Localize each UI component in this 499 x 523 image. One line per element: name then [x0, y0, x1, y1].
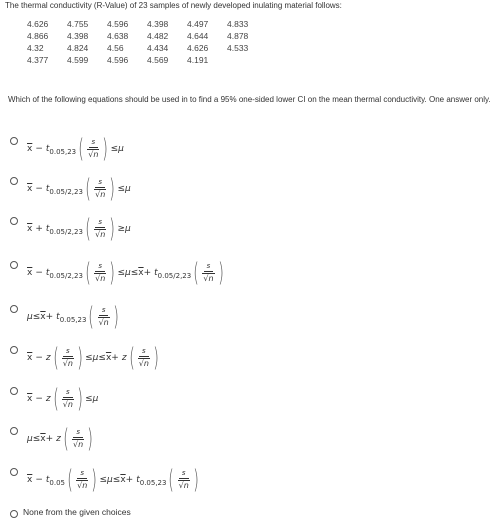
option-formula: x − t 0.05/2,23 ( s √ n ) ≤ μ ≤ x + t 0.05/2,23 ( s √ n ) — [27, 258, 226, 288]
t-symbol: t — [45, 475, 50, 485]
data-cell: 4.377 — [27, 55, 49, 65]
data-cell: 4.866 — [27, 31, 49, 41]
xbar-symbol: x — [138, 268, 144, 278]
plus-sign: + — [125, 475, 134, 485]
subscript: 0.05,23 — [59, 316, 87, 324]
z-symbol: z — [45, 394, 51, 404]
plus-sign: + — [35, 224, 43, 234]
sqrt-n: √ n — [62, 399, 74, 409]
minus-sign: − — [35, 144, 43, 154]
data-cell: 4.644 — [187, 31, 209, 41]
le-sign: ≤ — [32, 434, 41, 444]
xbar-symbol: x — [27, 144, 33, 154]
t-symbol: t — [45, 144, 50, 154]
sqrt-n: √ n — [76, 480, 88, 490]
subscript: 0.05/2,23 — [49, 272, 83, 280]
xbar-symbol: x — [40, 312, 46, 322]
subscript: 0.05/2,23 — [49, 188, 83, 196]
le-sign: ≤ — [112, 475, 121, 485]
data-cell: 4.626 — [187, 43, 209, 53]
radio-button[interactable] — [10, 427, 18, 435]
xbar-symbol: x — [27, 475, 33, 485]
frac-num: s — [95, 178, 105, 188]
frac-num: s — [204, 262, 214, 272]
data-cell: 4.56 — [107, 43, 124, 53]
radio-button[interactable] — [10, 261, 18, 269]
data-cell: 4.434 — [147, 43, 169, 53]
minus-sign: − — [35, 394, 43, 404]
le-sign: ≤ — [110, 144, 119, 154]
radio-button[interactable] — [10, 137, 18, 145]
radio-button[interactable] — [10, 305, 18, 313]
sqrt-n: √ n — [62, 358, 74, 368]
mu-symbol: μ — [118, 144, 124, 154]
sample-data-table — [27, 19, 267, 66]
minus-sign: − — [35, 475, 43, 485]
sqrt-n: √ n — [94, 273, 106, 283]
minus-sign: − — [35, 268, 43, 278]
t-symbol: t — [136, 475, 140, 485]
frac-num: s — [95, 218, 105, 228]
plus-sign: + — [143, 268, 152, 278]
frac-num: s — [139, 347, 149, 357]
t-symbol: t — [154, 268, 158, 278]
data-cell: 4.833 — [227, 19, 249, 29]
option-formula: x − t 0.05,23 ( s √ n ) ≤ μ — [27, 134, 124, 164]
z-symbol: z — [56, 434, 61, 444]
subscript: 0.05 — [49, 479, 65, 487]
frac-num: s — [95, 262, 105, 272]
data-cell: 4.533 — [227, 43, 249, 53]
sqrt-n: √ n — [202, 273, 214, 283]
le-sign: ≤ — [99, 475, 108, 485]
radio-button[interactable] — [10, 346, 18, 354]
mu-symbol: μ — [92, 394, 99, 404]
option-formula: x − z ( s √ n ) ≤ μ ≤ x + z ( s √ n ) — [27, 343, 161, 373]
sqrt-n: √ n — [87, 149, 99, 159]
xbar-symbol: x — [27, 184, 33, 194]
data-cell: 4.398 — [147, 19, 169, 29]
data-cell: 4.626 — [27, 19, 49, 29]
option-formula: x + t 0.05/2,23 ( s √ n ) ≥ μ — [27, 214, 131, 244]
plus-sign: + — [111, 353, 119, 363]
data-cell: 4.824 — [67, 43, 89, 53]
le-sign: ≤ — [85, 353, 93, 363]
xbar-symbol: x — [27, 224, 33, 234]
frac-num: s — [63, 388, 73, 398]
mu-symbol: μ — [27, 312, 33, 322]
t-symbol: t — [45, 268, 50, 278]
data-cell: 4.191 — [187, 55, 209, 65]
sqrt-n: √ n — [94, 189, 106, 199]
plus-sign: + — [45, 434, 54, 444]
option-formula: x − z ( s √ n ) ≤ μ — [27, 384, 98, 414]
le-sign: ≤ — [98, 353, 106, 363]
frac-num: s — [73, 428, 83, 438]
minus-sign: − — [35, 353, 43, 363]
subscript: 0.05,23 — [139, 479, 167, 487]
option-formula: x − t 0.05 ( s √ n ) ≤ μ ≤ x + t 0.05,23 ( s √ n ) — [27, 465, 201, 495]
sqrt-n: √ n — [178, 480, 190, 490]
z-symbol: z — [121, 353, 127, 363]
data-cell: 4.398 — [67, 31, 89, 41]
t-symbol: t — [56, 312, 60, 322]
frac-num: s — [99, 306, 109, 316]
data-cell: 4.755 — [67, 19, 89, 29]
data-cell: 4.482 — [147, 31, 169, 41]
mu-symbol: μ — [124, 268, 131, 278]
sqrt-n: √ n — [98, 317, 110, 327]
data-cell: 4.878 — [227, 31, 249, 41]
z-symbol: z — [45, 353, 51, 363]
frac-num: s — [63, 347, 73, 357]
none-option-label[interactable]: None from the given choices — [23, 507, 131, 517]
frac-num: s — [89, 138, 99, 148]
mu-symbol: μ — [27, 434, 33, 444]
le-sign: ≤ — [117, 268, 125, 278]
radio-button[interactable] — [10, 387, 18, 395]
data-cell: 4.596 — [107, 19, 129, 29]
option-formula: μ ≤ x + z ( s √ n ) — [27, 424, 95, 454]
xbar-symbol: x — [105, 353, 112, 363]
subscript: 0.05/2,23 — [157, 272, 192, 280]
problem-intro: The thermal conductivity (R-Value) of 23 samples of newly developed inulating material follows: — [5, 1, 342, 10]
t-symbol: t — [45, 224, 50, 234]
data-cell: 4.638 — [107, 31, 129, 41]
radio-button[interactable] — [10, 510, 18, 518]
subscript: 0.05/2,23 — [49, 228, 83, 236]
xbar-symbol: x — [40, 434, 46, 444]
mu-symbol: μ — [124, 184, 131, 194]
mu-symbol: μ — [124, 224, 131, 234]
xbar-symbol: x — [27, 394, 33, 404]
mu-symbol: μ — [107, 475, 113, 485]
frac-num: s — [77, 469, 87, 479]
data-cell: 4.497 — [187, 19, 209, 29]
data-cell: 4.599 — [67, 55, 89, 65]
le-sign: ≤ — [117, 184, 125, 194]
le-sign: ≤ — [85, 394, 93, 404]
plus-sign: + — [45, 312, 54, 322]
minus-sign: − — [35, 184, 43, 194]
radio-button[interactable] — [10, 217, 18, 225]
question-text: Which of the following equations should be used in to find a 95% one-sided lower CI on the mean thermal conductivity. One answer only. — [8, 95, 491, 104]
subscript: 0.05,23 — [49, 148, 77, 156]
radio-button[interactable] — [10, 468, 18, 476]
option-formula: x − t 0.05/2,23 ( s √ n ) ≤ μ — [27, 174, 131, 204]
t-symbol: t — [45, 184, 50, 194]
le-sign: ≤ — [32, 312, 41, 322]
data-cell: 4.596 — [107, 55, 129, 65]
data-cell: 4.32 — [27, 43, 44, 53]
xbar-symbol: x — [27, 353, 33, 363]
radio-button[interactable] — [10, 177, 18, 185]
xbar-symbol: x — [27, 268, 33, 278]
mu-symbol: μ — [92, 353, 99, 363]
data-cell: 4.569 — [147, 55, 169, 65]
xbar-symbol: x — [120, 475, 126, 485]
option-formula: μ ≤ x + t 0.05,23 ( s √ n ) — [27, 302, 121, 332]
frac-num: s — [179, 469, 189, 479]
sqrt-n: √ n — [94, 229, 106, 239]
le-sign: ≤ — [130, 268, 139, 278]
sqrt-n: √ n — [72, 439, 84, 449]
sqrt-n: √ n — [138, 358, 150, 368]
